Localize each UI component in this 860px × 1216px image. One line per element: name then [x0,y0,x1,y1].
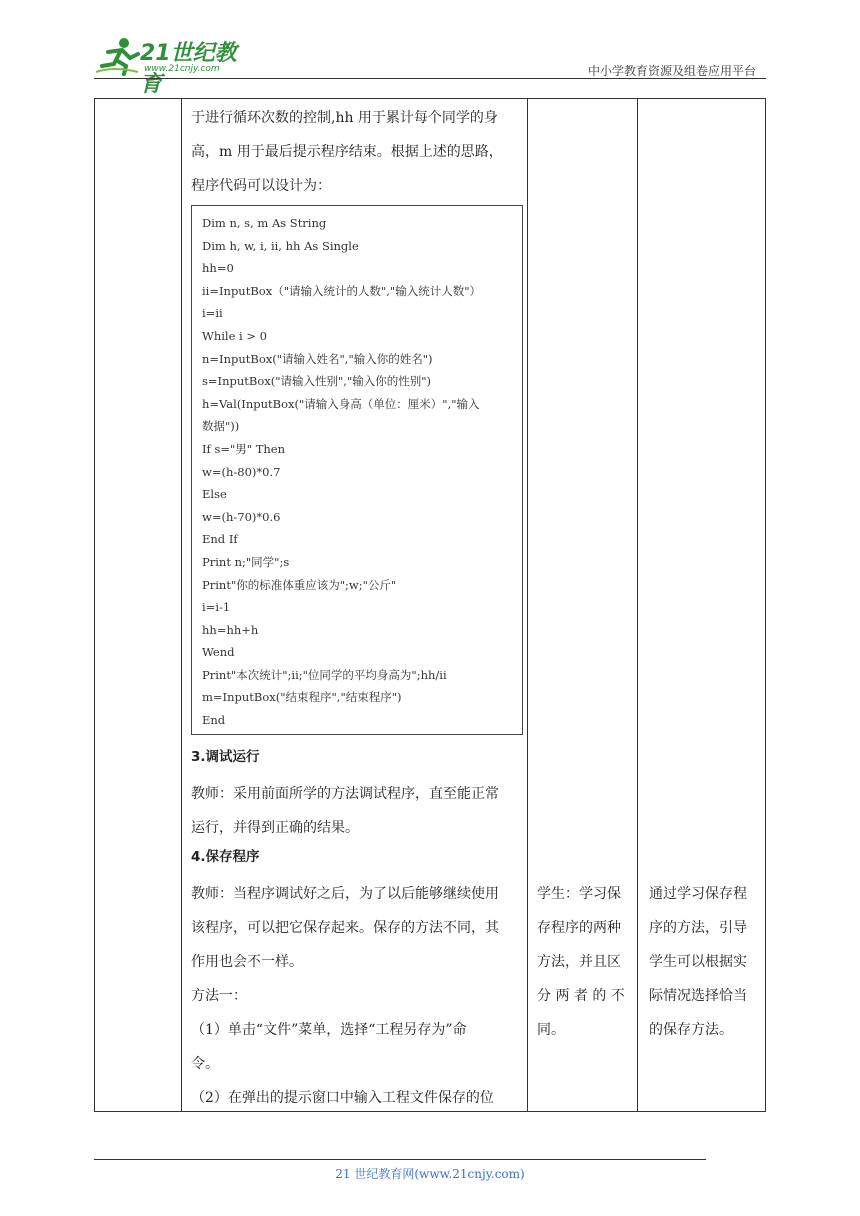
code-line: End If [202,532,238,547]
section-line: （2）在弹出的提示窗口中输入工程文件保存的位 [191,1090,494,1106]
section-line: 方法一： [191,988,247,1004]
code-line: Print"你的标准体重应该为";w;"公斤" [202,577,397,592]
student-activity-cell [537,877,633,1047]
code-line: End [202,713,226,728]
footer-link[interactable]: 21 世纪教育网(www.21cnjy.com) [335,1167,525,1181]
intro-line: 于进行循环次数的控制,hh 用于累计每个同学的身 [191,110,498,126]
code-line: w=(h-80)*0.7 [202,464,281,479]
code-line: If s="男" Then [202,441,286,456]
platform-name: 中小学教育资源及组卷应用平台 [587,64,756,78]
code-block [191,205,523,735]
column-divider [527,99,528,1111]
section-line: 运行，并得到正确的结果。 [191,820,359,836]
design-intent-cell [649,877,759,1047]
student-line: 存程序的两种 [537,920,621,936]
code-line: ii=InputBox（"请输入统计的人数","输入统计人数"） [202,283,482,298]
section-heading: 4.保存程序 [191,849,260,865]
student-line: 分 两 者 的 不 [537,988,625,1004]
section-body [191,877,523,1115]
code-line: Else [202,487,227,502]
intro-line: 程序代码可以设计为： [191,178,331,194]
code-line: s=InputBox("请输入性别","输入你的性别") [202,374,432,389]
section-line: 令。 [191,1056,219,1072]
code-line: Dim h, w, i, ii, hh As Single [202,238,359,253]
section-body [191,777,523,845]
intent-line: 学生可以根据实 [649,954,747,970]
intro-line: 高，m 用于最后提示程序结束。根据上述的思路， [191,144,503,160]
column-divider [181,99,182,1111]
code-line: i=ii [202,306,223,321]
code-line: h=Val(InputBox("请输入身高（单位：厘米）","输入 [202,396,480,411]
logo-text: 21世纪教育 [140,41,237,97]
student-line: 学生：学习保 [537,886,621,902]
section-heading: 3.调试运行 [191,749,260,765]
code-line: m=InputBox("结束程序","结束程序") [202,690,402,705]
section-line: 教师：采用前面所学的方法调试程序，直至能正常 [191,786,499,802]
header-divider [94,78,766,79]
intent-line: 际情况选择恰当 [649,988,747,1004]
student-line: 同。 [537,1022,565,1038]
intent-line: 的保存方法。 [649,1022,733,1038]
code-line: Dim n, s, m As String [202,216,327,230]
footer-divider [94,1159,706,1160]
section-line: 教师：当程序调试好之后，为了以后能够继续使用 [191,886,499,902]
code-line: hh=hh+h [202,622,259,637]
site-logo [94,36,254,97]
logo-url: www.21cnjy.com [144,64,220,74]
code-line: While i > 0 [202,328,267,343]
code-line: hh=0 [202,261,234,276]
section-line: 该程序，可以把它保存起来。保存的方法不同，其 [191,920,499,936]
page-header [94,30,766,97]
student-line: 方法，并且区 [537,954,621,970]
column-divider [637,99,638,1111]
section-line: （1）单击“文件”菜单，选择“工程另存为”命 [191,1022,467,1038]
code-line: Wend [202,645,235,660]
code-line: w=(h-70)*0.6 [202,509,281,524]
intent-line: 序的方法，引导 [649,920,747,936]
intro-paragraph [191,101,527,203]
section-line: 作用也会不一样。 [191,954,303,970]
intent-line: 通过学习保存程 [649,886,747,902]
lesson-table [94,98,766,1112]
code-line: Print n;"同学";s [202,554,290,569]
runner-icon [94,36,142,76]
code-line: i=i-1 [202,600,231,615]
code-line: n=InputBox("请输入姓名","输入你的姓名") [202,351,433,366]
code-line: 数据")) [202,419,240,434]
code-line: Print"本次统计";ii;"位同学的平均身高为";hh/ii [202,667,447,682]
